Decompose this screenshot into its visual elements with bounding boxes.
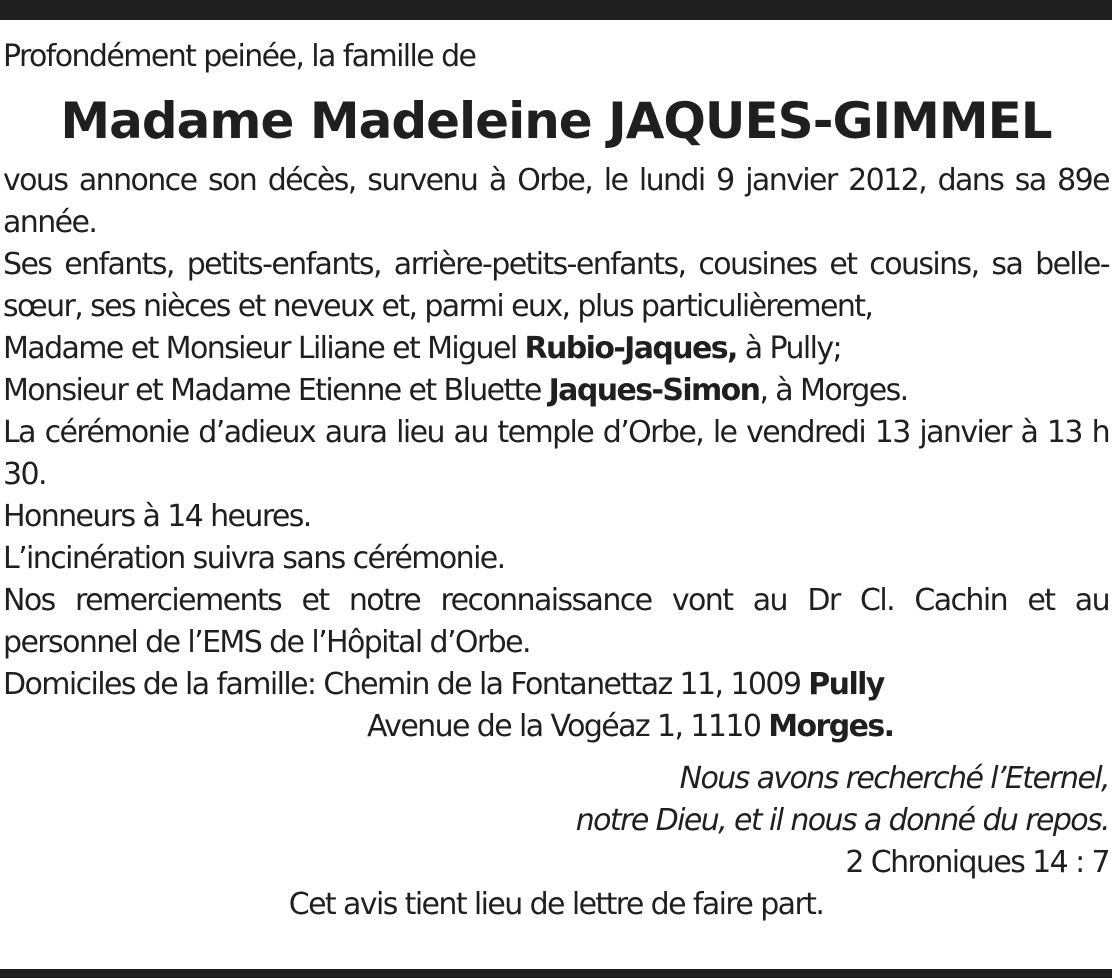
- announcement-text: vous annonce son décès, survenu à Orbe, le lundi 9 janvier 2012, dans sa 89e année.: [3, 163, 1109, 240]
- domicile-address-2: Avenue de la Vogéaz 1, 1110: [367, 709, 769, 744]
- family-line-2: [3, 370, 1109, 412]
- domiciles-label: Domiciles de la famille:: [3, 667, 324, 702]
- deceased-name: Madame Madeleine JAQUES-GIMMEL: [60, 92, 1052, 150]
- verse-reference: 2 Chroniques 14 : 7: [845, 845, 1109, 880]
- intro-text: Profondément peinée, la famille de: [3, 39, 476, 74]
- family-line-1: [3, 328, 1109, 370]
- domicile-address-1: Chemin de la Fontanettaz 11, 1009: [323, 667, 809, 702]
- thanks-text: Nos remerciements et notre reconnaissance vont au Dr Cl. Cachin et au personnel de l’EMS de l’Hôpital d’Orbe.: [3, 583, 1109, 660]
- domiciles: [3, 664, 1109, 748]
- bottom-rule: [0, 969, 1112, 978]
- bible-verse: [3, 758, 1109, 884]
- verse-line-1: Nous avons recherché l’Eternel,: [679, 761, 1109, 796]
- family-1-surname: Rubio-Jaques,: [524, 331, 737, 366]
- verse-line-2: notre Dieu, et il nous a donné du repos.: [575, 803, 1109, 838]
- family-2-surname: Jaques-Simon: [548, 373, 760, 408]
- incineration-text: L’incinération suivra sans cérémonie.: [3, 541, 505, 576]
- closing-text: Cet avis tient lieu de lettre de faire part.: [288, 887, 824, 922]
- relatives-text: Ses enfants, petits-enfants, arrière-petits-enfants, cousines et cousins, sa belle-sœur, ses nièces et neveux et, parmi eux, plus particulièrement,: [3, 247, 1109, 324]
- family-1-suffix: à Pully;: [736, 331, 841, 366]
- ceremony-text: La cérémonie d’adieux aura lieu au temple d’Orbe, le vendredi 13 janvier à 13 h 30.: [3, 415, 1109, 492]
- domicile-city-1: Pully: [808, 667, 884, 702]
- domicile-city-2: Morges.: [768, 709, 894, 744]
- family-1-prefix: Madame et Monsieur Liliane et Miguel: [3, 331, 525, 366]
- domicile-line-1: [3, 664, 1109, 706]
- honours-text: Honneurs à 14 heures.: [3, 499, 311, 534]
- death-notice: [3, 36, 1109, 926]
- family-2-prefix: Monsieur et Madame Etienne et Bluette: [3, 373, 549, 408]
- top-rule: [0, 0, 1112, 20]
- family-2-suffix: , à Morges.: [759, 373, 908, 408]
- domicile-line-2: [3, 706, 1109, 748]
